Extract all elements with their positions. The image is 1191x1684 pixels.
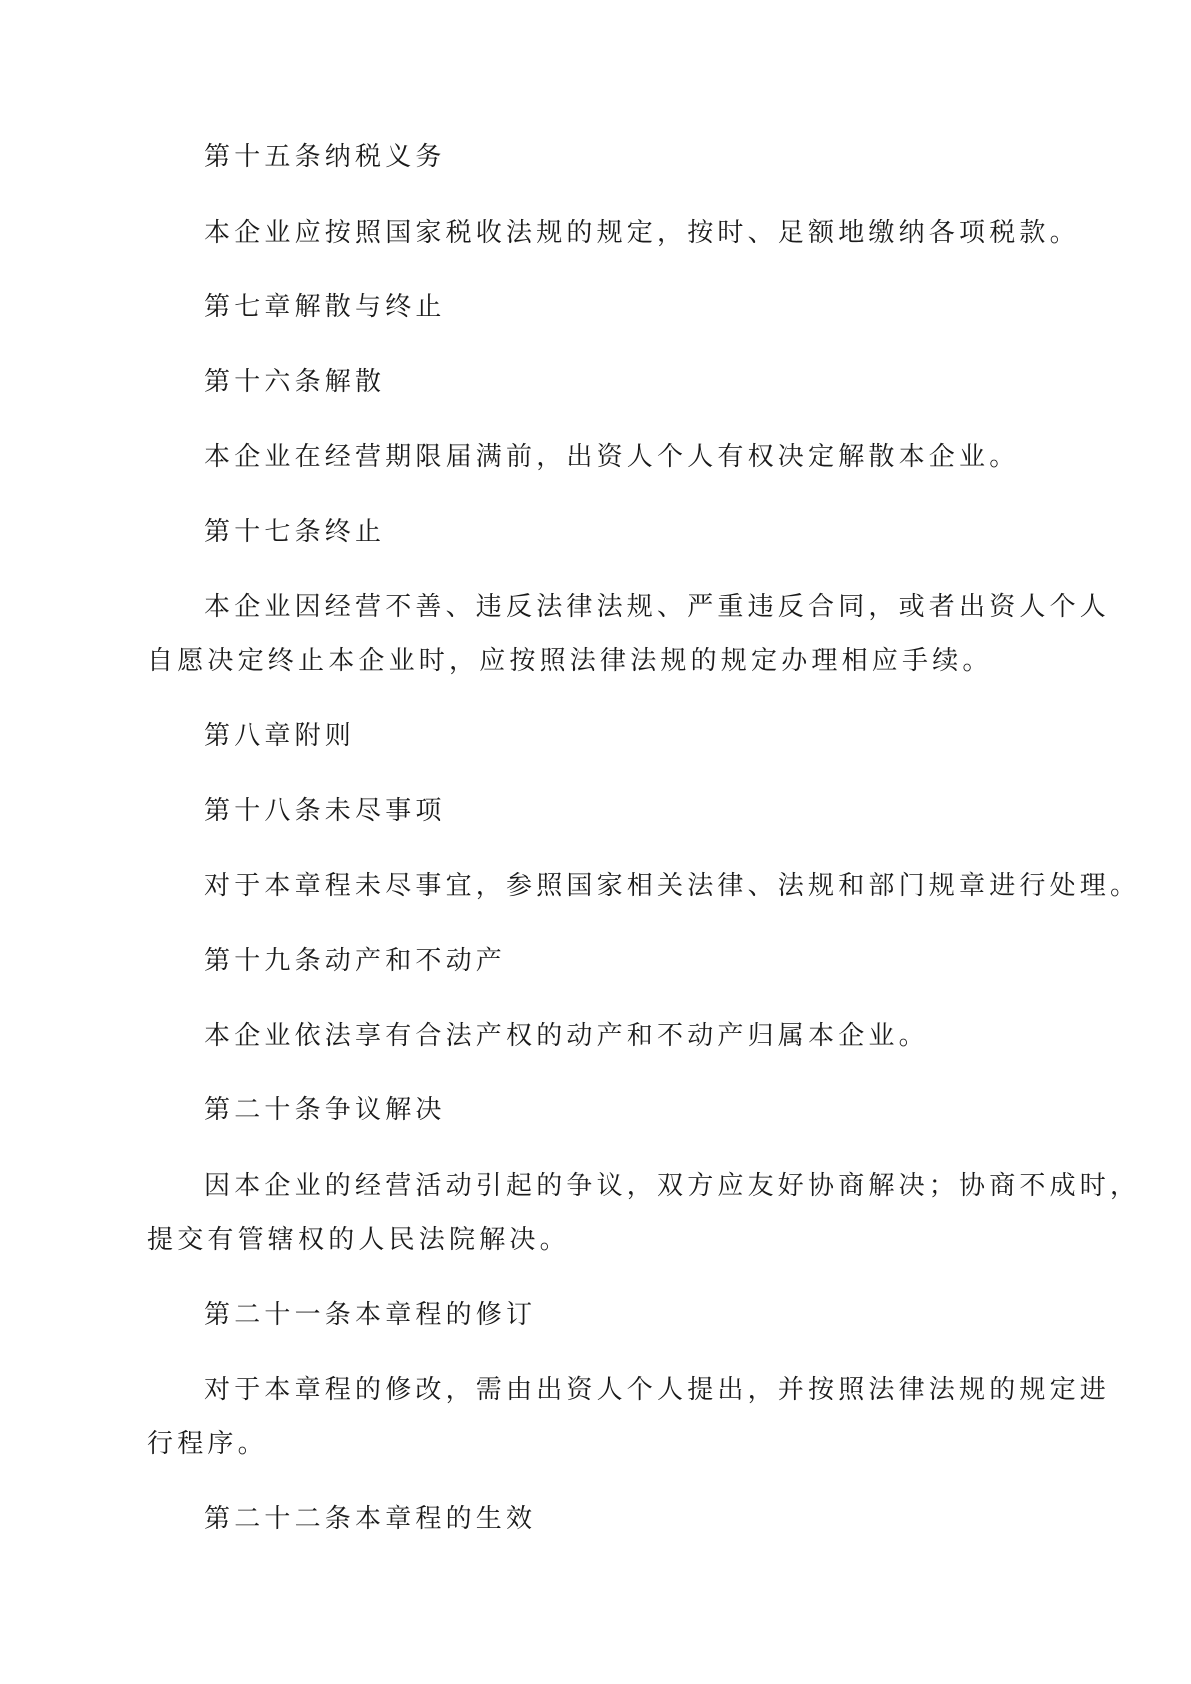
article-18-body: 对于本章程未尽事宜，参照国家相关法律、法规和部门规章进行处理。 — [204, 871, 1141, 901]
article-15-body: 本企业应按照国家税收法规的规定，按时、足额地缴纳各项税款。 — [204, 218, 1080, 248]
article-15-heading: 第十五条纳税义务 — [204, 142, 446, 172]
article-17-body-line-1: 本企业因经营不善、违反法律法规、严重违反合同，或者出资人个人 — [204, 592, 1111, 622]
chapter-8-heading: 第八章附则 — [204, 721, 356, 751]
article-16-body: 本企业在经营期限届满前，出资人个人有权决定解散本企业。 — [204, 442, 1020, 472]
article-20-body-line-1: 因本企业的经营活动引起的争议，双方应友好协商解决；协商不成时， — [204, 1171, 1141, 1201]
article-21-body-line-2: 行程序。 — [147, 1429, 268, 1459]
article-17-body-line-2: 自愿决定终止本企业时，应按照法律法规的规定办理相应手续。 — [147, 646, 993, 676]
article-21-body-line-1: 对于本章程的修改，需由出资人个人提出，并按照法律法规的规定进 — [204, 1375, 1111, 1405]
article-19-body: 本企业依法享有合法产权的动产和不动产归属本企业。 — [204, 1021, 929, 1051]
article-21-heading: 第二十一条本章程的修订 — [204, 1300, 537, 1330]
article-20-body-line-2: 提交有管辖权的人民法院解决。 — [147, 1225, 570, 1255]
article-17-heading: 第十七条终止 — [204, 517, 386, 547]
article-20-heading: 第二十条争议解决 — [204, 1095, 446, 1125]
article-16-heading: 第十六条解散 — [204, 367, 386, 397]
article-19-heading: 第十九条动产和不动产 — [204, 946, 507, 976]
article-18-heading: 第十八条未尽事项 — [204, 796, 446, 826]
chapter-7-heading: 第七章解散与终止 — [204, 292, 446, 322]
article-22-heading: 第二十二条本章程的生效 — [204, 1504, 537, 1534]
